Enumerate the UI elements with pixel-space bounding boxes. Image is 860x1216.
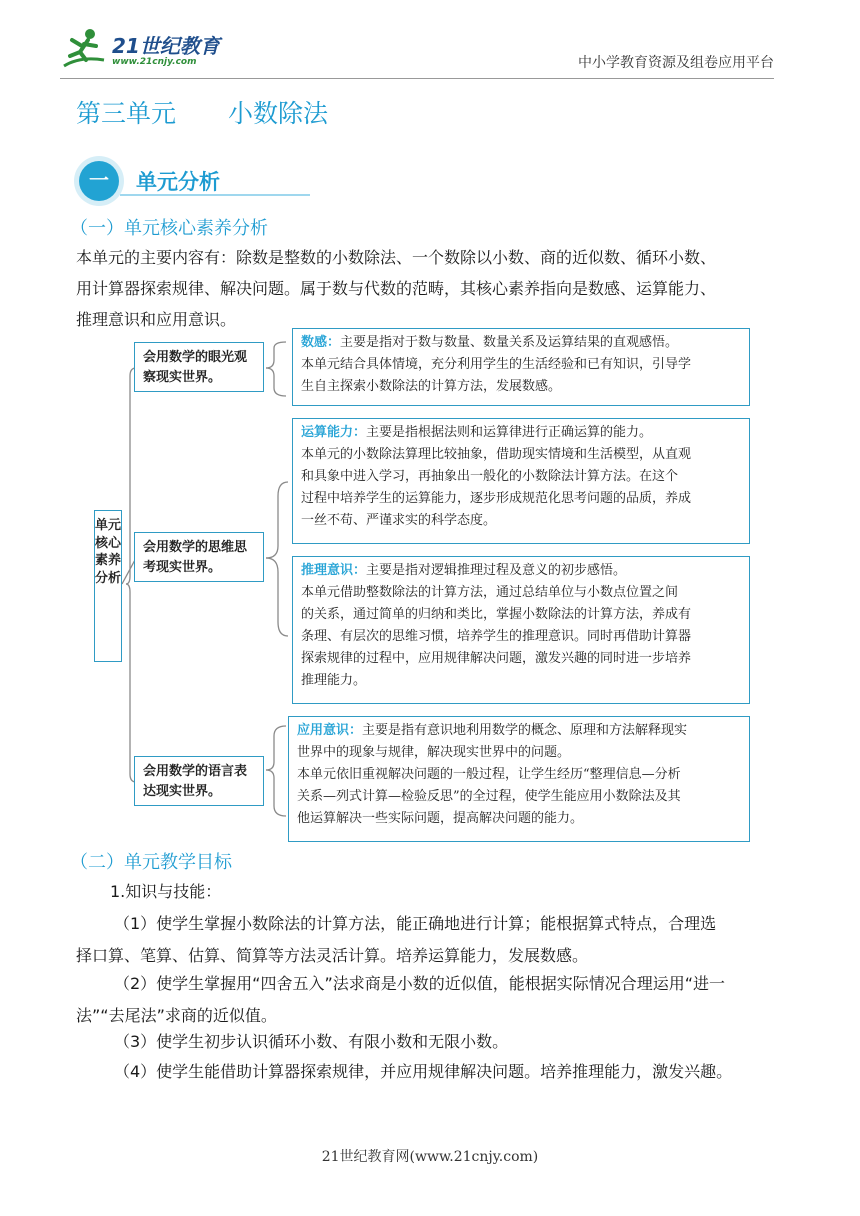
intro-line: 推理意识和应用意识。 xyxy=(76,310,237,329)
runner-logo-icon xyxy=(60,26,110,72)
leaf-title: 应用意识： xyxy=(297,723,363,738)
leaf-line: 主要是指对于数与数量、数量关系及运算结果的直观感悟。 xyxy=(340,335,679,350)
leaf-title: 数感： xyxy=(301,335,341,350)
mid-node-observe: 会用数学的眼光观察现实世界。 xyxy=(134,342,264,392)
leaf-line: 生自主探索小数除法的计算方法，发展数感。 xyxy=(301,379,562,394)
section-badge xyxy=(74,156,244,206)
logo-url: www.21cnjy.com xyxy=(112,57,197,67)
leaf-line: 条理、有层次的思维习惯，培养学生的推理意识。同时再借助计算器 xyxy=(301,629,692,644)
leaf-application xyxy=(288,716,750,842)
intro-line: 用计算器探索规律、解决问题。属于数与代数的范畴，其核心素养指向是数感、运算能力、 xyxy=(76,279,717,298)
badge-circle xyxy=(74,156,124,206)
leaf-line: 世界中的现象与规律，解决现实世界中的问题。 xyxy=(297,745,571,760)
leaf-line: 探索规律的过程中，应用规律解决问题，激发兴趣的同时进一步培养 xyxy=(301,651,692,666)
leaf-line: 主要是指根据法则和运算律进行正确运算的能力。 xyxy=(366,425,653,440)
mid-node-think: 会用数学的思维思考现实世界。 xyxy=(134,532,264,582)
leaf-line: 本单元结合具体情境，充分利用学生的生活经验和已有知识，引导学 xyxy=(301,357,692,372)
section-number: 一 xyxy=(79,161,119,201)
leaf-title: 运算能力： xyxy=(301,425,367,440)
root-node xyxy=(94,510,122,662)
leaf-title: 推理意识： xyxy=(301,563,367,578)
leaf-line: 他运算解决一些实际问题，提高解决问题的能力。 xyxy=(297,811,584,826)
header-divider xyxy=(60,78,774,79)
goal-line: （1）使学生掌握小数除法的计算方法，能正确地进行计算；能根据算式特点，合理选 xyxy=(114,914,717,933)
goal-subheading: 1.知识与技能： xyxy=(110,882,222,901)
core-literacy-diagram xyxy=(90,326,760,848)
goal-line: 法”“去尾法”求商的近似值。 xyxy=(76,1006,277,1025)
intro-line: 本单元的主要内容有：除数是整数的小数除法、一个数除以小数、商的近似数、循环小数、 xyxy=(76,248,717,267)
goal-2 xyxy=(76,968,776,1032)
goal-3: （3）使学生初步认识循环小数、有限小数和无限小数。 xyxy=(114,1032,509,1051)
leaf-line: 本单元依旧重视解决问题的一般过程，让学生经历“整理信息—分析 xyxy=(297,767,681,782)
leaf-line: 的关系，通过简单的归纳和类比，掌握小数除法的计算方法，养成有 xyxy=(301,607,692,622)
leaf-line: 本单元的小数除法算理比较抽象，借助现实情境和生活模型，从直观 xyxy=(301,447,692,462)
leaf-line: 推理能力。 xyxy=(301,673,367,688)
section-label: 单元分析 xyxy=(136,170,220,194)
leaf-line: 过程中培养学生的运算能力，逐步形成规范化思考问题的品质，养成 xyxy=(301,491,692,506)
page-footer[interactable]: 21世纪教育网(www.21cnjy.com) xyxy=(321,1149,539,1165)
part2-heading: （二）单元教学目标 xyxy=(70,852,232,873)
unit-title xyxy=(76,94,328,130)
part1-heading: （一）单元核心素养分析 xyxy=(70,218,268,239)
leaf-line: 本单元借助整数除法的计算方法，通过总结单位与小数点位置之间 xyxy=(301,585,679,600)
root-label: 单元核心素养分析 xyxy=(95,518,122,586)
unit-topic: 小数除法 xyxy=(228,99,329,128)
unit-number: 第三单元 xyxy=(76,99,177,128)
intro-paragraph xyxy=(76,242,776,335)
logo-text: 21世纪教育 xyxy=(112,34,220,58)
page-header xyxy=(0,0,860,90)
leaf-line: 主要是指有意识地利用数学的概念、原理和方法解释现实 xyxy=(362,723,688,738)
leaf-reasoning xyxy=(292,556,750,704)
leaf-computation xyxy=(292,418,750,544)
site-logo[interactable] xyxy=(60,26,240,76)
platform-name: 中小学教育资源及组卷应用平台 xyxy=(578,55,774,71)
leaf-line: 主要是指对逻辑推理过程及意义的初步感悟。 xyxy=(366,563,627,578)
leaf-line: 和具象中进入学习，再抽象出一般化的小数除法计算方法。在这个 xyxy=(301,469,679,484)
goal-1 xyxy=(76,908,776,972)
goal-line: 择口算、笔算、估算、简算等方法灵活计算。培养运算能力，发展数感。 xyxy=(76,946,589,965)
leaf-line: 关系—列式计算—检验反思”的全过程，使学生能应用小数除法及其 xyxy=(297,789,681,804)
goal-line: （2）使学生掌握用“四舍五入”法求商是小数的近似值，能根据实际情况合理运用“进一 xyxy=(114,974,726,993)
leaf-number-sense xyxy=(292,328,750,406)
goal-4: （4）使学生能借助计算器探索规律，并应用规律解决问题。培养推理能力，激发兴趣。 xyxy=(114,1062,733,1081)
leaf-line: 一丝不苟、严谨求实的科学态度。 xyxy=(301,513,497,528)
mid-node-express: 会用数学的语言表达现实世界。 xyxy=(134,756,264,806)
